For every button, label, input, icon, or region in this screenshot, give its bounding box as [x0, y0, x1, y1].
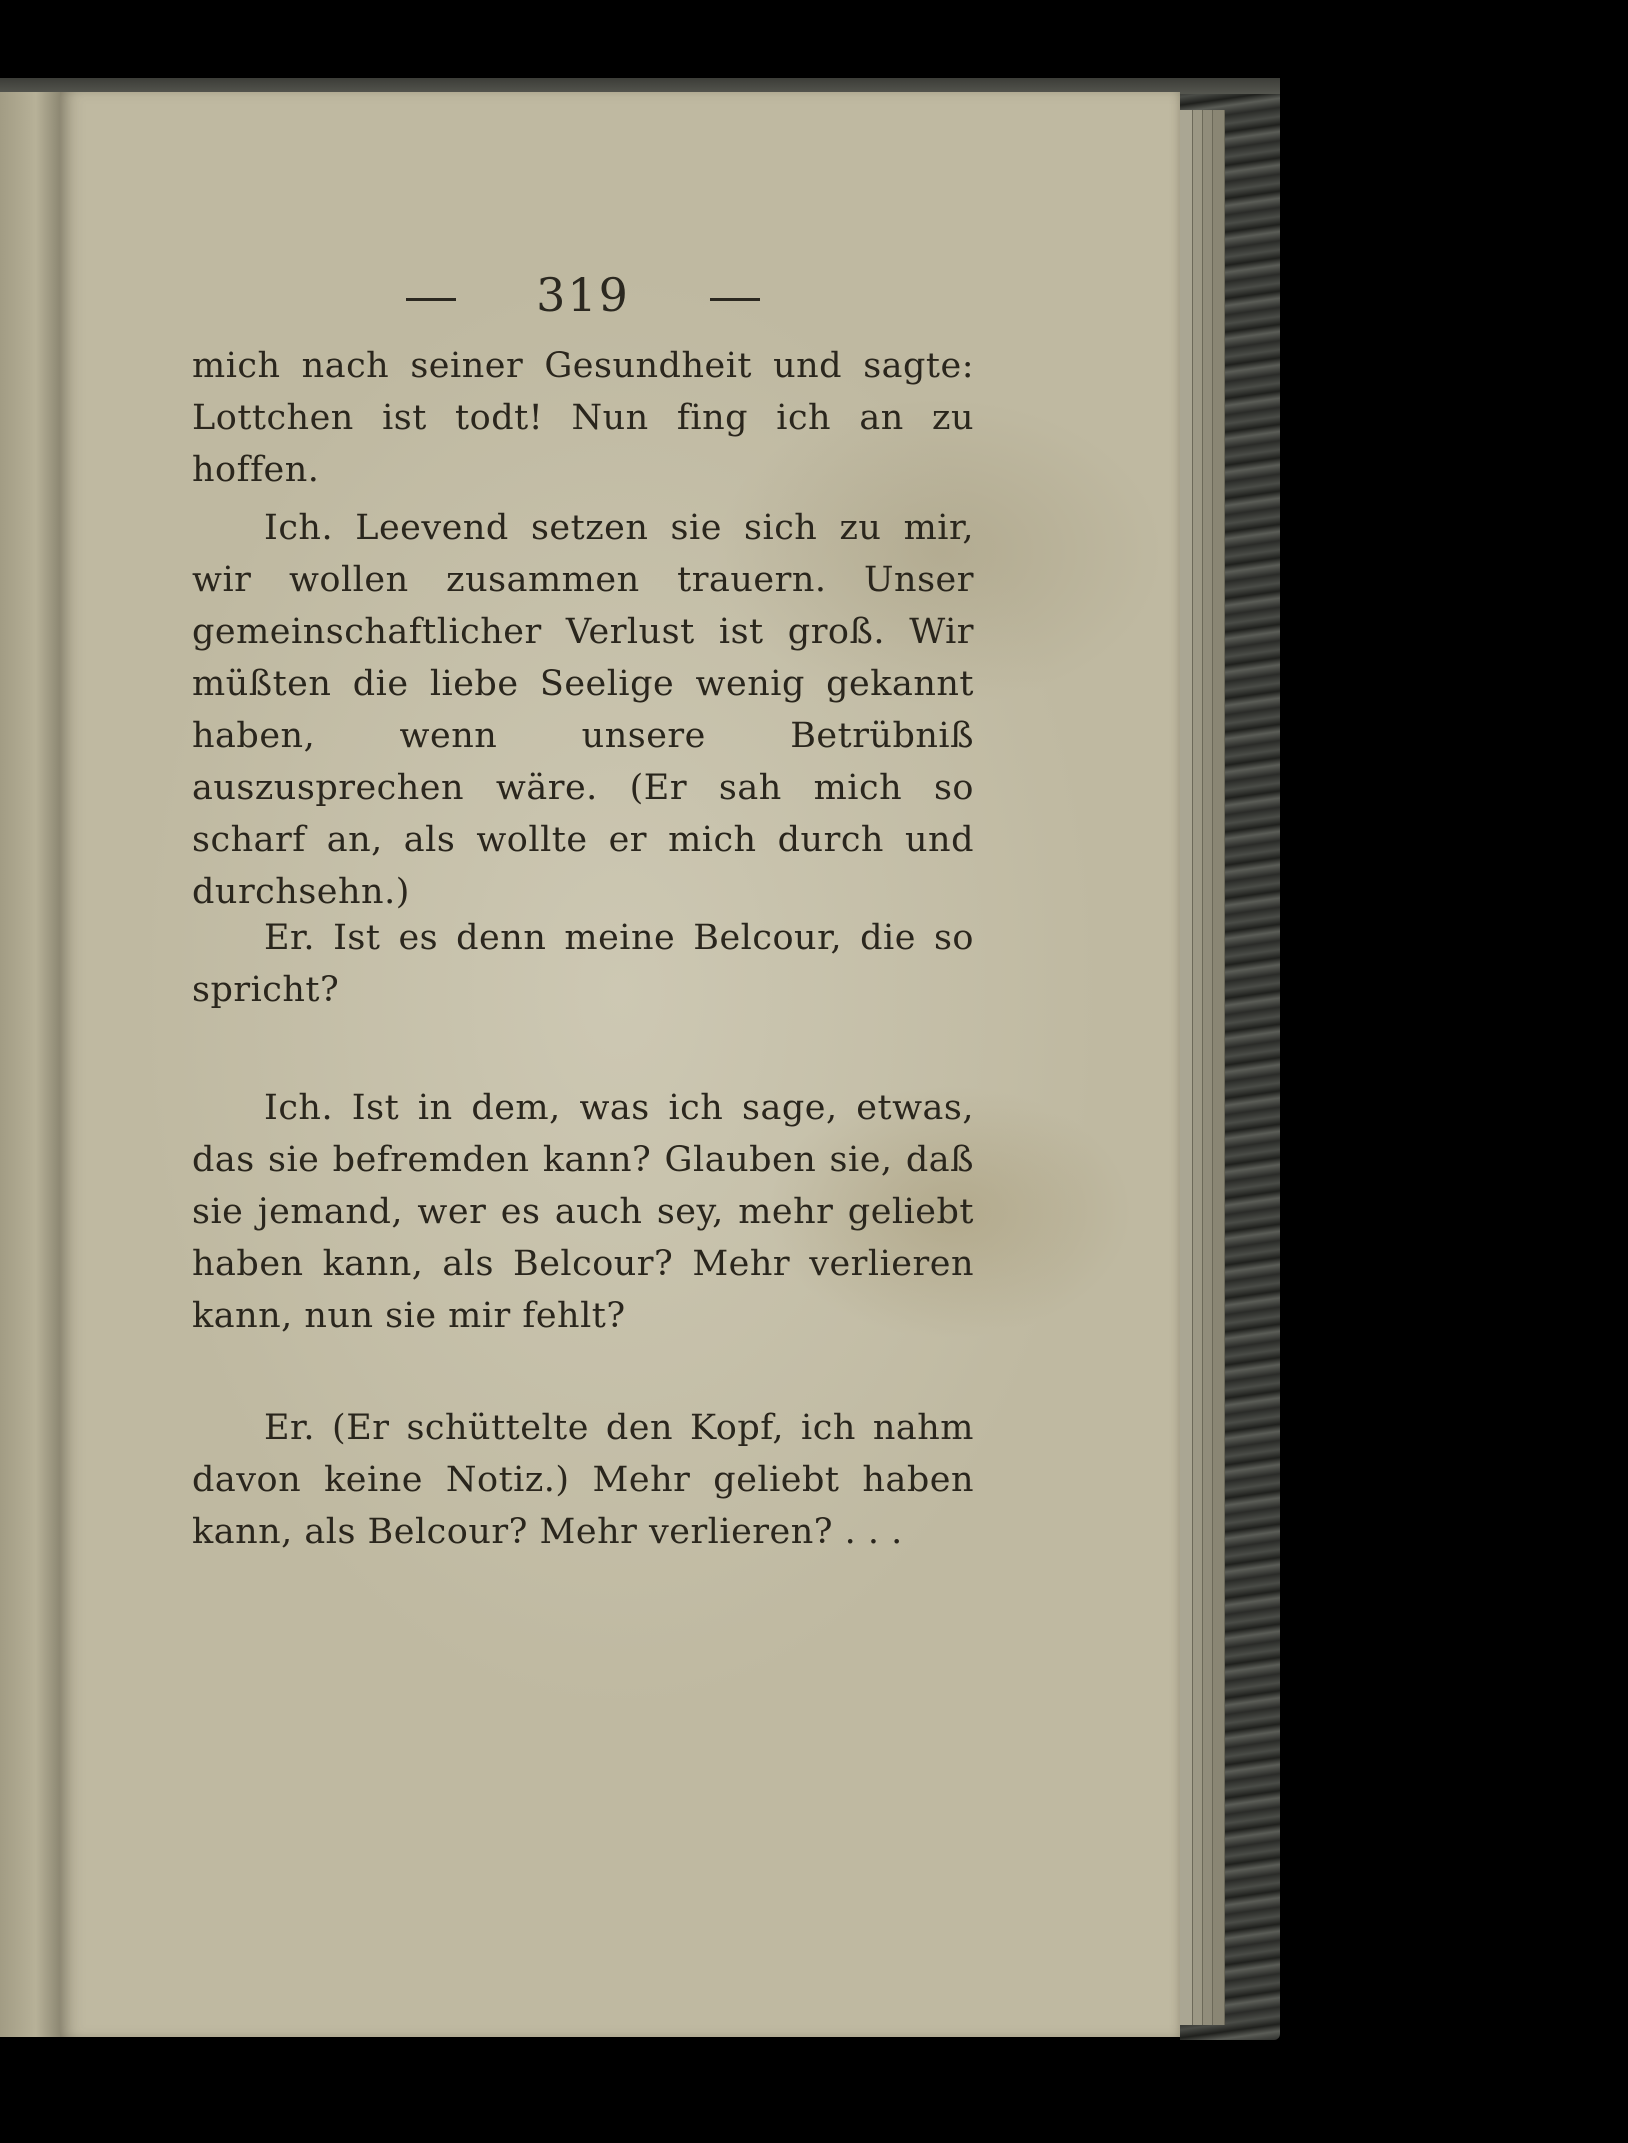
paragraph: Ich. Leevend setzen sie sich zu mir, wir wollen zusammen trauern. Unser gemeinschaftlicher Verlust ist groß. Wir müßten die liebe Seelige wenig gekannt haben, wenn unsere Betrübniß auszusprechen wäre. (Er sah mich so scharf an, als wollte er mich durch und durchsehn.) — [192, 508, 974, 912]
page-edge — [1202, 110, 1213, 2025]
header-dash-left — [406, 298, 456, 301]
paragraph: mich nach seiner Gesundheit und sagte: Lottchen ist todt! Nun fing ich an zu hoffen. — [192, 346, 974, 490]
page-edge — [1192, 110, 1203, 2025]
paragraph: Er. Ist es denn meine Belcour, die so spricht? — [192, 918, 974, 1010]
facing-page — [0, 92, 60, 2037]
paragraph: Ich. Ist in dem, was ich sage, etwas, das sie befremden kann? Glauben sie, daß sie jemand, wer es auch sey, mehr geliebt haben kann, als Belcour? Mehr verlieren kann, nun sie mir fehlt? — [192, 1088, 974, 1336]
page-edge — [1212, 110, 1225, 2025]
book-page — [60, 92, 1180, 2037]
page-number: 319 — [536, 268, 630, 322]
header-dash-right — [710, 298, 760, 301]
page-header — [192, 268, 974, 338]
page-edge — [1178, 110, 1193, 2025]
paragraph: Er. (Er schüttelte den Kopf, ich nahm davon keine Notiz.) Mehr geliebt haben kann, als Belcour? Mehr verlieren? . . . — [192, 1408, 974, 1552]
